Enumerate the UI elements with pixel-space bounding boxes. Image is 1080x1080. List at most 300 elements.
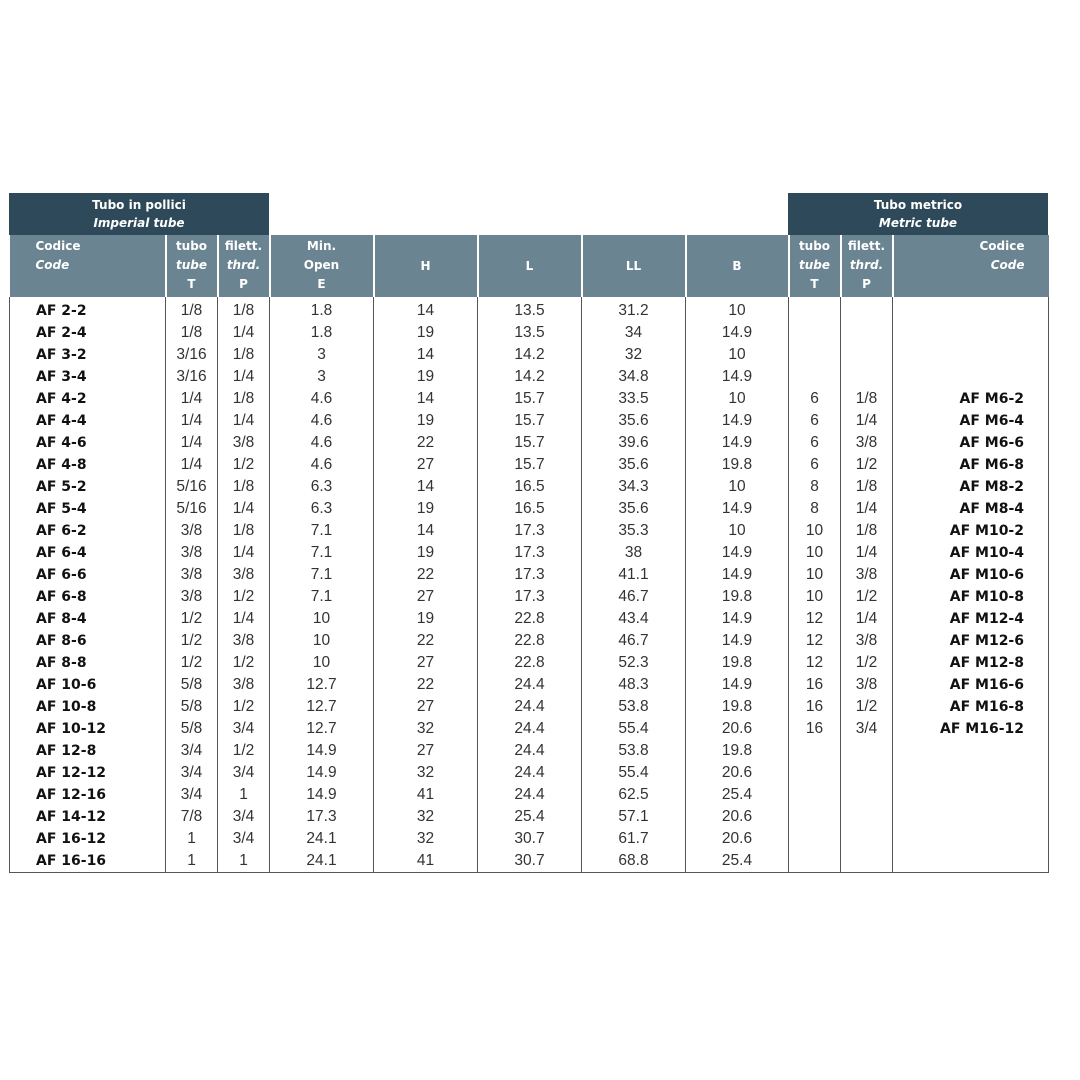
cell-h: 19	[374, 322, 478, 344]
cell-thread: 1/8	[218, 476, 270, 498]
table-row	[10, 828, 1049, 850]
cell-metric-thread	[841, 344, 893, 366]
cell-b: 10	[686, 344, 789, 366]
cell-metric-code: AF M10-4	[893, 542, 1049, 564]
cell-b: 20.6	[686, 762, 789, 784]
cell-h: 14	[374, 388, 478, 410]
table-row	[10, 476, 1049, 498]
cell-metric-tube: 16	[789, 674, 841, 696]
cell-thread: 1/8	[218, 520, 270, 542]
cell-metric-tube: 8	[789, 476, 841, 498]
cell-metric-code: AF M6-4	[893, 410, 1049, 432]
cell-ll: 48.3	[582, 674, 686, 696]
cell-thread: 1/2	[218, 740, 270, 762]
cell-thread: 3/4	[218, 828, 270, 850]
cell-metric-thread	[841, 762, 893, 784]
cell-h: 14	[374, 476, 478, 498]
cell-code: AF 10-8	[10, 696, 166, 718]
cell-tube: 1/2	[166, 630, 218, 652]
cell-h: 19	[374, 366, 478, 388]
cell-tube: 3/8	[166, 586, 218, 608]
cell-l: 15.7	[478, 410, 582, 432]
cell-h: 27	[374, 652, 478, 674]
cell-ll: 46.7	[582, 630, 686, 652]
cell-metric-thread	[841, 297, 893, 322]
table-row	[10, 498, 1049, 520]
cell-metric-code: AF M8-2	[893, 476, 1049, 498]
cell-h: 19	[374, 542, 478, 564]
table-row	[10, 630, 1049, 652]
cell-metric-code: AF M12-4	[893, 608, 1049, 630]
cell-b: 14.9	[686, 542, 789, 564]
cell-metric-thread: 1/4	[841, 542, 893, 564]
metric-tube-group-header	[788, 193, 1048, 235]
imperial-tube-group-header	[9, 193, 269, 235]
cell-metric-code: AF M16-8	[893, 696, 1049, 718]
cell-metric-tube: 16	[789, 696, 841, 718]
cell-min-open: 7.1	[270, 520, 374, 542]
cell-ll: 46.7	[582, 586, 686, 608]
cell-l: 30.7	[478, 828, 582, 850]
cell-thread: 1/4	[218, 498, 270, 520]
table-row	[10, 297, 1049, 322]
cell-tube: 1	[166, 850, 218, 873]
cell-code: AF 12-16	[10, 784, 166, 806]
cell-h: 32	[374, 806, 478, 828]
column-header-b: B	[686, 235, 789, 297]
cell-thread: 1/8	[218, 297, 270, 322]
cell-thread: 3/8	[218, 674, 270, 696]
cell-code: AF 8-4	[10, 608, 166, 630]
cell-metric-thread	[841, 806, 893, 828]
cell-metric-tube	[789, 297, 841, 322]
cell-min-open: 12.7	[270, 674, 374, 696]
column-header-l: L	[478, 235, 582, 297]
cell-tube: 3/8	[166, 520, 218, 542]
cell-min-open: 4.6	[270, 432, 374, 454]
cell-tube: 5/8	[166, 674, 218, 696]
table-row	[10, 784, 1049, 806]
cell-l: 24.4	[478, 674, 582, 696]
cell-ll: 31.2	[582, 297, 686, 322]
cell-ll: 34.3	[582, 476, 686, 498]
cell-l: 15.7	[478, 388, 582, 410]
cell-h: 41	[374, 850, 478, 873]
cell-ll: 53.8	[582, 696, 686, 718]
table-row	[10, 344, 1049, 366]
imperial-group-title: Tubo in pollici	[92, 198, 186, 212]
cell-metric-code: AF M16-12	[893, 718, 1049, 740]
cell-ll: 55.4	[582, 762, 686, 784]
cell-ll: 32	[582, 344, 686, 366]
cell-ll: 39.6	[582, 432, 686, 454]
cell-thread: 1/2	[218, 696, 270, 718]
table-row	[10, 652, 1049, 674]
cell-b: 10	[686, 520, 789, 542]
cell-l: 13.5	[478, 322, 582, 344]
cell-code: AF 5-2	[10, 476, 166, 498]
cell-metric-thread	[841, 828, 893, 850]
cell-b: 14.9	[686, 630, 789, 652]
cell-code: AF 12-12	[10, 762, 166, 784]
cell-min-open: 1.8	[270, 297, 374, 322]
cell-ll: 35.6	[582, 454, 686, 476]
cell-b: 14.9	[686, 674, 789, 696]
cell-h: 14	[374, 520, 478, 542]
cell-ll: 55.4	[582, 718, 686, 740]
cell-l: 17.3	[478, 542, 582, 564]
cell-min-open: 4.6	[270, 388, 374, 410]
column-header-thread: filett. thrd. P	[218, 235, 270, 297]
cell-metric-code: AF M6-6	[893, 432, 1049, 454]
cell-metric-tube	[789, 806, 841, 828]
cell-metric-thread: 1/8	[841, 520, 893, 542]
cell-thread: 3/4	[218, 806, 270, 828]
cell-min-open: 14.9	[270, 784, 374, 806]
cell-b: 14.9	[686, 564, 789, 586]
cell-l: 24.4	[478, 784, 582, 806]
cell-code: AF 3-2	[10, 344, 166, 366]
cell-l: 16.5	[478, 498, 582, 520]
cell-min-open: 10	[270, 652, 374, 674]
cell-min-open: 14.9	[270, 740, 374, 762]
table-row	[10, 740, 1049, 762]
cell-b: 25.4	[686, 784, 789, 806]
table-row	[10, 542, 1049, 564]
cell-thread: 3/8	[218, 630, 270, 652]
cell-metric-tube: 10	[789, 520, 841, 542]
cell-tube: 7/8	[166, 806, 218, 828]
cell-min-open: 6.3	[270, 476, 374, 498]
cell-metric-code	[893, 762, 1049, 784]
cell-tube: 1/8	[166, 322, 218, 344]
cell-metric-code	[893, 322, 1049, 344]
cell-metric-code: AF M12-6	[893, 630, 1049, 652]
cell-l: 17.3	[478, 520, 582, 542]
cell-metric-code: AF M8-4	[893, 498, 1049, 520]
cell-metric-tube	[789, 850, 841, 873]
column-header-metric-tube: tubo tube T	[789, 235, 841, 297]
cell-thread: 1/8	[218, 388, 270, 410]
cell-thread: 1/2	[218, 586, 270, 608]
cell-thread: 3/4	[218, 762, 270, 784]
table-row	[10, 454, 1049, 476]
cell-b: 10	[686, 297, 789, 322]
cell-l: 24.4	[478, 718, 582, 740]
cell-l: 24.4	[478, 762, 582, 784]
cell-b: 20.6	[686, 718, 789, 740]
cell-min-open: 7.1	[270, 542, 374, 564]
cell-ll: 35.6	[582, 498, 686, 520]
cell-l: 14.2	[478, 344, 582, 366]
cell-tube: 1/4	[166, 454, 218, 476]
cell-metric-code	[893, 828, 1049, 850]
cell-metric-thread	[841, 366, 893, 388]
cell-tube: 1/4	[166, 388, 218, 410]
cell-tube: 3/16	[166, 366, 218, 388]
cell-thread: 3/4	[218, 718, 270, 740]
cell-tube: 3/4	[166, 762, 218, 784]
table-row	[10, 674, 1049, 696]
cell-code: AF 10-6	[10, 674, 166, 696]
cell-metric-tube: 10	[789, 542, 841, 564]
cell-metric-thread: 3/4	[841, 718, 893, 740]
table-row	[10, 388, 1049, 410]
cell-tube: 3/8	[166, 564, 218, 586]
cell-ll: 34.8	[582, 366, 686, 388]
cell-ll: 35.6	[582, 410, 686, 432]
cell-h: 27	[374, 740, 478, 762]
cell-metric-tube	[789, 366, 841, 388]
cell-metric-code: AF M16-6	[893, 674, 1049, 696]
cell-metric-tube	[789, 344, 841, 366]
table-row	[10, 850, 1049, 873]
cell-l: 15.7	[478, 432, 582, 454]
cell-h: 14	[374, 297, 478, 322]
column-header-tube: tubo tube T	[166, 235, 218, 297]
cell-tube: 5/16	[166, 476, 218, 498]
cell-min-open: 14.9	[270, 762, 374, 784]
cell-ll: 33.5	[582, 388, 686, 410]
column-header-code: Codice Code	[10, 235, 166, 297]
cell-metric-tube: 12	[789, 652, 841, 674]
cell-l: 24.4	[478, 740, 582, 762]
cell-l: 22.8	[478, 652, 582, 674]
table-row	[10, 366, 1049, 388]
column-header-min-open: Min. Open E	[270, 235, 374, 297]
cell-metric-code: AF M6-2	[893, 388, 1049, 410]
cell-min-open: 10	[270, 630, 374, 652]
cell-metric-thread: 1/2	[841, 696, 893, 718]
cell-h: 19	[374, 608, 478, 630]
cell-h: 32	[374, 828, 478, 850]
cell-metric-tube: 10	[789, 586, 841, 608]
cell-metric-thread: 3/8	[841, 630, 893, 652]
cell-metric-thread: 1/8	[841, 388, 893, 410]
cell-ll: 68.8	[582, 850, 686, 873]
cell-thread: 1/4	[218, 542, 270, 564]
cell-thread: 1/2	[218, 454, 270, 476]
cell-thread: 3/8	[218, 564, 270, 586]
cell-b: 10	[686, 476, 789, 498]
cell-code: AF 10-12	[10, 718, 166, 740]
cell-thread: 1/4	[218, 366, 270, 388]
cell-tube: 5/8	[166, 696, 218, 718]
metric-group-title: Tubo metrico	[873, 198, 963, 212]
table-row	[10, 520, 1049, 542]
metric-group-subtitle: Metric tube	[878, 216, 958, 230]
table-row	[10, 718, 1049, 740]
cell-metric-thread	[841, 850, 893, 873]
cell-tube: 3/4	[166, 740, 218, 762]
cell-code: AF 4-4	[10, 410, 166, 432]
cell-metric-tube: 6	[789, 388, 841, 410]
cell-b: 14.9	[686, 432, 789, 454]
cell-code: AF 6-6	[10, 564, 166, 586]
cell-ll: 52.3	[582, 652, 686, 674]
cell-metric-thread: 1/2	[841, 454, 893, 476]
cell-code: AF 4-2	[10, 388, 166, 410]
cell-metric-tube	[789, 762, 841, 784]
cell-thread: 3/8	[218, 432, 270, 454]
table-row	[10, 322, 1049, 344]
cell-metric-code: AF M10-8	[893, 586, 1049, 608]
cell-b: 14.9	[686, 498, 789, 520]
table-row	[10, 608, 1049, 630]
cell-metric-tube: 6	[789, 432, 841, 454]
cell-tube: 3/16	[166, 344, 218, 366]
cell-min-open: 3	[270, 366, 374, 388]
cell-ll: 61.7	[582, 828, 686, 850]
cell-b: 14.9	[686, 608, 789, 630]
cell-h: 32	[374, 762, 478, 784]
cell-metric-tube: 6	[789, 410, 841, 432]
cell-min-open: 7.1	[270, 564, 374, 586]
cell-b: 14.9	[686, 410, 789, 432]
cell-metric-thread: 1/2	[841, 586, 893, 608]
cell-ll: 57.1	[582, 806, 686, 828]
cell-metric-code	[893, 297, 1049, 322]
cell-metric-thread: 1/8	[841, 476, 893, 498]
cell-thread: 1	[218, 784, 270, 806]
cell-metric-thread: 1/4	[841, 410, 893, 432]
cell-metric-tube	[789, 828, 841, 850]
cell-metric-thread	[841, 784, 893, 806]
cell-min-open: 12.7	[270, 696, 374, 718]
cell-tube: 1/4	[166, 432, 218, 454]
cell-h: 27	[374, 454, 478, 476]
cell-thread: 1	[218, 850, 270, 873]
cell-b: 20.6	[686, 806, 789, 828]
cell-code: AF 6-8	[10, 586, 166, 608]
column-header-ll: LL	[582, 235, 686, 297]
cell-tube: 1/2	[166, 652, 218, 674]
column-header-metric-thread: filett. thrd. P	[841, 235, 893, 297]
cell-metric-tube: 12	[789, 608, 841, 630]
cell-thread: 1/4	[218, 410, 270, 432]
cell-tube: 5/16	[166, 498, 218, 520]
cell-min-open: 6.3	[270, 498, 374, 520]
cell-h: 32	[374, 718, 478, 740]
cell-b: 10	[686, 388, 789, 410]
cell-b: 14.9	[686, 366, 789, 388]
cell-b: 14.9	[686, 322, 789, 344]
cell-metric-code	[893, 850, 1049, 873]
cell-metric-thread	[841, 322, 893, 344]
cell-h: 22	[374, 432, 478, 454]
cell-min-open: 12.7	[270, 718, 374, 740]
cell-metric-code: AF M10-6	[893, 564, 1049, 586]
cell-h: 27	[374, 586, 478, 608]
cell-min-open: 24.1	[270, 850, 374, 873]
table-row	[10, 696, 1049, 718]
table-row	[10, 806, 1049, 828]
cell-ll: 53.8	[582, 740, 686, 762]
cell-min-open: 4.6	[270, 410, 374, 432]
cell-l: 30.7	[478, 850, 582, 873]
column-header-metric-code: Codice Code	[893, 235, 1049, 297]
cell-l: 25.4	[478, 806, 582, 828]
cell-code: AF 4-8	[10, 454, 166, 476]
imperial-group-subtitle: Imperial tube	[93, 216, 185, 230]
cell-metric-thread: 3/8	[841, 674, 893, 696]
cell-tube: 5/8	[166, 718, 218, 740]
cell-code: AF 5-4	[10, 498, 166, 520]
cell-tube: 1	[166, 828, 218, 850]
cell-metric-thread: 3/8	[841, 564, 893, 586]
cell-metric-thread: 1/4	[841, 498, 893, 520]
cell-ll: 35.3	[582, 520, 686, 542]
cell-code: AF 14-12	[10, 806, 166, 828]
cell-l: 17.3	[478, 586, 582, 608]
cell-h: 22	[374, 674, 478, 696]
cell-tube: 3/8	[166, 542, 218, 564]
cell-min-open: 7.1	[270, 586, 374, 608]
dimensions-table	[9, 235, 1049, 873]
cell-l: 24.4	[478, 696, 582, 718]
cell-metric-code	[893, 366, 1049, 388]
cell-code: AF 2-4	[10, 322, 166, 344]
cell-min-open: 4.6	[270, 454, 374, 476]
cell-code: AF 3-4	[10, 366, 166, 388]
cell-metric-tube: 12	[789, 630, 841, 652]
cell-metric-thread: 3/8	[841, 432, 893, 454]
cell-tube: 1/8	[166, 297, 218, 322]
cell-metric-code: AF M10-2	[893, 520, 1049, 542]
cell-l: 16.5	[478, 476, 582, 498]
table-body	[10, 297, 1049, 873]
cell-l: 17.3	[478, 564, 582, 586]
cell-metric-code: AF M12-8	[893, 652, 1049, 674]
cell-l: 22.8	[478, 608, 582, 630]
cell-l: 15.7	[478, 454, 582, 476]
cell-metric-tube	[789, 322, 841, 344]
cell-b: 19.8	[686, 652, 789, 674]
cell-b: 19.8	[686, 454, 789, 476]
cell-code: AF 6-2	[10, 520, 166, 542]
table-row	[10, 564, 1049, 586]
cell-tube: 1/2	[166, 608, 218, 630]
table-row	[10, 586, 1049, 608]
cell-code: AF 8-8	[10, 652, 166, 674]
cell-tube: 3/4	[166, 784, 218, 806]
cell-metric-code	[893, 806, 1049, 828]
cell-h: 27	[374, 696, 478, 718]
cell-metric-code	[893, 344, 1049, 366]
cell-min-open: 1.8	[270, 322, 374, 344]
cell-h: 22	[374, 630, 478, 652]
cell-b: 20.6	[686, 828, 789, 850]
cell-ll: 38	[582, 542, 686, 564]
cell-min-open: 17.3	[270, 806, 374, 828]
table-row	[10, 762, 1049, 784]
cell-metric-tube: 6	[789, 454, 841, 476]
cell-code: AF 16-12	[10, 828, 166, 850]
cell-thread: 1/8	[218, 344, 270, 366]
cell-min-open: 10	[270, 608, 374, 630]
cell-ll: 41.1	[582, 564, 686, 586]
cell-b: 19.8	[686, 586, 789, 608]
cell-h: 19	[374, 410, 478, 432]
cell-b: 19.8	[686, 696, 789, 718]
cell-thread: 1/4	[218, 608, 270, 630]
cell-thread: 1/2	[218, 652, 270, 674]
cell-code: AF 6-4	[10, 542, 166, 564]
cell-h: 14	[374, 344, 478, 366]
cell-l: 22.8	[478, 630, 582, 652]
cell-metric-tube: 10	[789, 564, 841, 586]
cell-code: AF 4-6	[10, 432, 166, 454]
